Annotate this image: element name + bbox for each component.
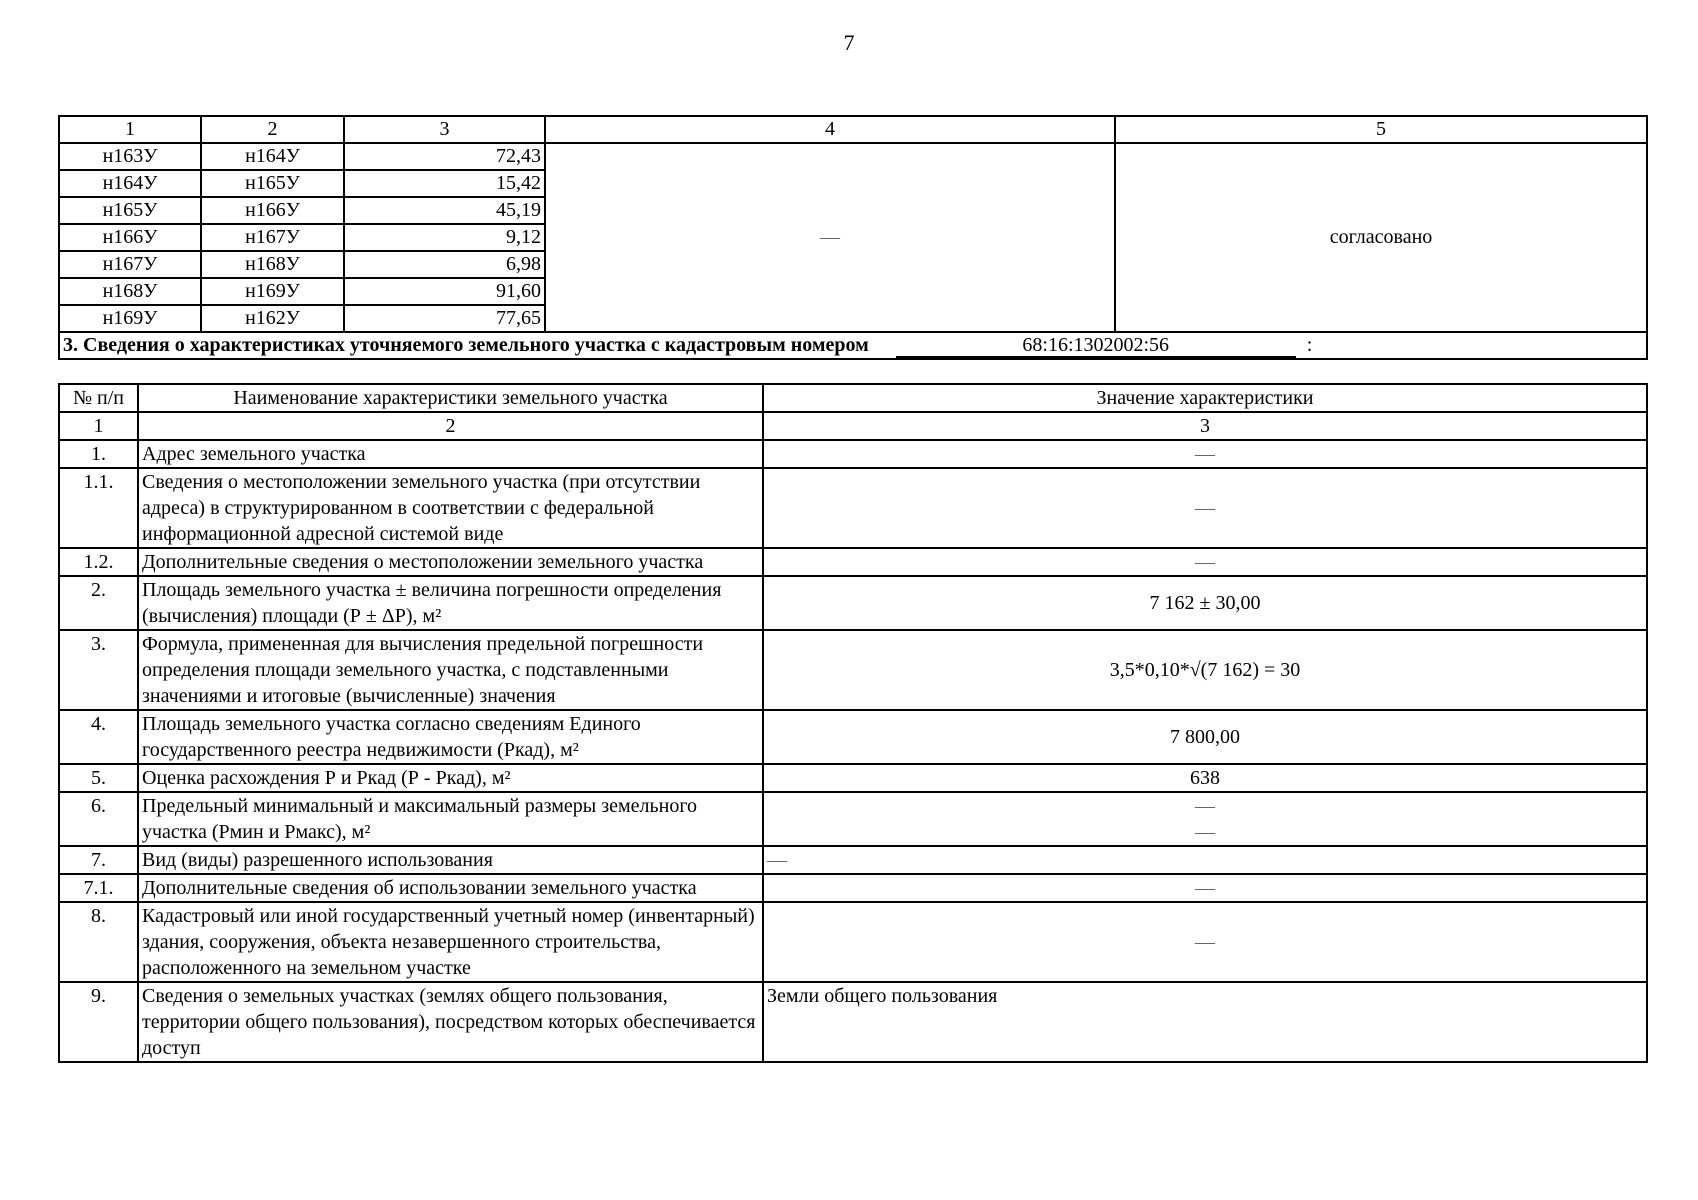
max-size-value: — — [1195, 821, 1215, 843]
row-name: Кадастровый или иной государственный учетный номер (инвентарный) здания, сооружения, объекта незавершенного строительства, расположенного на земельном участке — [138, 902, 763, 982]
table-row — [59, 468, 1647, 548]
row-name: Дополнительные сведения об использовании земельного участка — [138, 874, 763, 902]
point-from: н165У — [59, 197, 201, 224]
row-name: Сведения о земельных участках (землях общего пользования, территории общего пользования), посредством которых обеспечивается доступ — [138, 982, 763, 1062]
row-value: Земли общего пользования — [763, 982, 1647, 1062]
section-3-title-cell — [59, 332, 1647, 359]
segment-length: 72,43 — [344, 143, 545, 170]
header-number: № п/п — [59, 384, 138, 412]
row-value: 3,5*0,10*√(7 162) = 30 — [763, 630, 1647, 710]
row-value: — — [763, 902, 1647, 982]
point-to: н169У — [201, 278, 344, 305]
point-to: н167У — [201, 224, 344, 251]
column-number-3: 3 — [763, 412, 1647, 440]
row-number: 8. — [59, 902, 138, 982]
section-3-title: 3. Сведения о характеристиках уточняемого земельного участка с кадастровым номером — [63, 334, 869, 356]
row-name: Сведения о местоположении земельного участка (при отсутствии адреса) в структурированном в соответствии с федеральной информационной адресной системой виде — [138, 468, 763, 548]
column-header-1: 1 — [59, 116, 201, 143]
table-row — [59, 846, 1647, 874]
row-value: — — [763, 548, 1647, 576]
row-name: Предельный минимальный и максимальный размеры земельного участка (Рмин и Рмакс), м² — [138, 792, 763, 846]
point-from: н168У — [59, 278, 201, 305]
point-to: н164У — [201, 143, 344, 170]
section-3-header — [59, 332, 1647, 359]
segment-length: 9,12 — [344, 224, 545, 251]
table-row — [59, 630, 1647, 710]
row-value: 638 — [763, 764, 1647, 792]
segment-length: 91,60 — [344, 278, 545, 305]
section-3-colon: : — [1306, 334, 1313, 356]
table-row — [59, 792, 1647, 846]
point-to: н162У — [201, 305, 344, 332]
row-name: Вид (виды) разрешенного использования — [138, 846, 763, 874]
min-size-value: — — [1195, 795, 1215, 817]
segment-length: 77,65 — [344, 305, 545, 332]
row-name: Формула, примененная для вычисления предельной погрешности определения площади земельного участка, с подставленными значениями и итоговые (вычисленные) значения — [138, 630, 763, 710]
row-name: Адрес земельного участка — [138, 440, 763, 468]
point-from: н167У — [59, 251, 201, 278]
header-value: Значение характеристики — [763, 384, 1647, 412]
table-row — [59, 764, 1647, 792]
table-row — [59, 874, 1647, 902]
row-value: — — [763, 468, 1647, 548]
row-number: 1. — [59, 440, 138, 468]
row-value: 7 162 ± 30,00 — [763, 576, 1647, 630]
segment-length: 45,19 — [344, 197, 545, 224]
table-row — [59, 440, 1647, 468]
column-number-2: 2 — [138, 412, 763, 440]
table-row — [59, 982, 1647, 1062]
table-row — [59, 548, 1647, 576]
row-name: Дополнительные сведения о местоположении земельного участка — [138, 548, 763, 576]
column-header-5: 5 — [1115, 116, 1647, 143]
row-number: 3. — [59, 630, 138, 710]
table-row — [59, 710, 1647, 764]
row-number: 7.1. — [59, 874, 138, 902]
row-number: 1.1. — [59, 468, 138, 548]
table-row — [59, 902, 1647, 982]
row-number: 1.2. — [59, 548, 138, 576]
point-to: н168У — [201, 251, 344, 278]
row-value: — — [763, 440, 1647, 468]
column-header-2: 2 — [201, 116, 344, 143]
row-name: Оценка расхождения Р и Ркад (Р - Ркад), м² — [138, 764, 763, 792]
table-row — [59, 576, 1647, 630]
point-to: н165У — [201, 170, 344, 197]
row-number: 2. — [59, 576, 138, 630]
row-number: 9. — [59, 982, 138, 1062]
approval-status: согласовано — [1115, 143, 1647, 332]
row-value — [763, 792, 1647, 846]
row-number: 6. — [59, 792, 138, 846]
column-number-1: 1 — [59, 412, 138, 440]
column-header-4: 4 — [545, 116, 1115, 143]
row-value: — — [763, 874, 1647, 902]
row-number: 4. — [59, 710, 138, 764]
point-from: н166У — [59, 224, 201, 251]
segment-length: 15,42 — [344, 170, 545, 197]
header-name: Наименование характеристики земельного участка — [138, 384, 763, 412]
row-name: Площадь земельного участка ± величина погрешности определения (вычисления) площади (Р ± ΔР), м² — [138, 576, 763, 630]
table-row — [59, 143, 1647, 170]
column-number-row — [59, 412, 1647, 440]
col4-value: — — [545, 143, 1115, 332]
segment-length: 6,98 — [344, 251, 545, 278]
boundary-parts-table — [58, 115, 1648, 360]
row-name: Площадь земельного участка согласно сведениям Единого государственного реестра недвижимости (Ркад), м² — [138, 710, 763, 764]
row-value: 7 800,00 — [763, 710, 1647, 764]
row-number: 5. — [59, 764, 138, 792]
point-from: н169У — [59, 305, 201, 332]
cadastral-number: 68:16:1302002:56 — [896, 334, 1296, 358]
page-number: 7 — [843, 30, 855, 55]
point-from: н163У — [59, 143, 201, 170]
point-from: н164У — [59, 170, 201, 197]
point-to: н166У — [201, 197, 344, 224]
header-row — [59, 384, 1647, 412]
column-number-row — [59, 116, 1647, 143]
characteristics-table — [58, 383, 1648, 1063]
column-header-3: 3 — [344, 116, 545, 143]
row-value: — — [763, 846, 1647, 874]
row-number: 7. — [59, 846, 138, 874]
